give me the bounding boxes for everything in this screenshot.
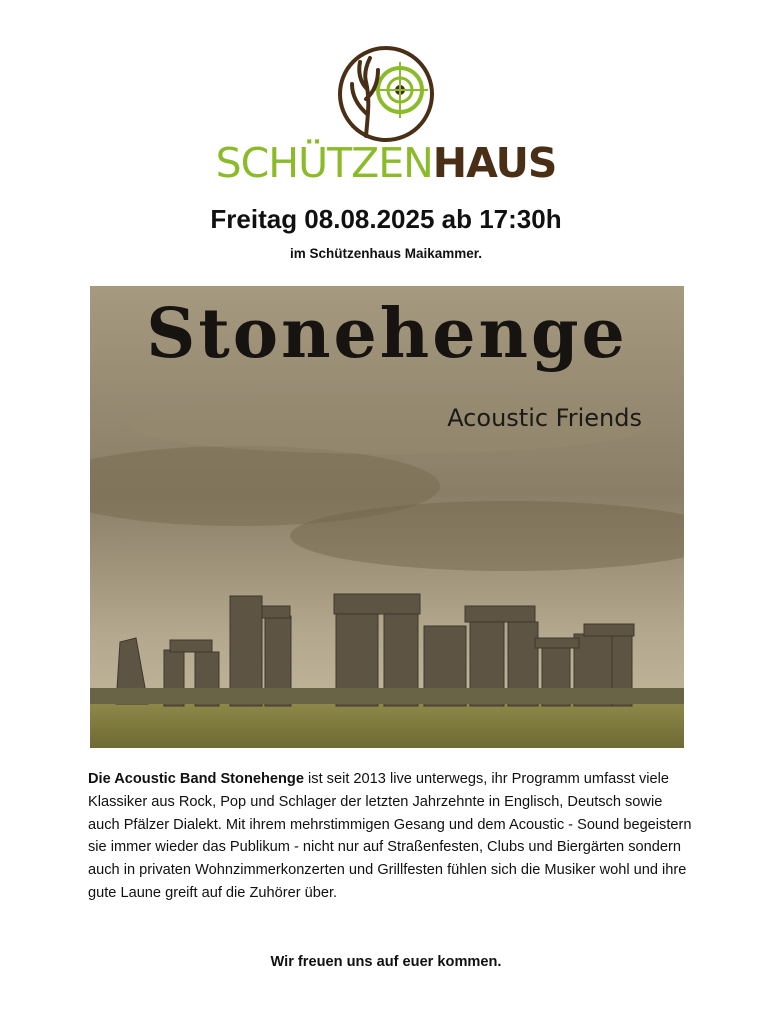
band-subtitle: Acoustic Friends — [447, 404, 642, 432]
description-lead: Die Acoustic Band Stonehenge — [88, 771, 304, 787]
band-name: Stonehenge — [146, 294, 628, 374]
event-headline: Freitag 08.08.2025 ab 17:30h — [210, 204, 562, 234]
closing-line: Wir freuen uns auf euer kommen. — [270, 954, 502, 970]
logo-word-bold: HAUS — [432, 139, 557, 187]
logo-word-light: SCHÜTZEN — [215, 139, 433, 187]
band-poster-image — [90, 286, 684, 748]
description-text: ist seit 2013 live unterwegs, ihr Programm umfasst viele Klassiker aus Rock, Pop und Schlager der letzten Jahrzehnte in Englisch, Deutsch sowie auch Pfälzer Dialekt. Mit ihrem mehrstimmigen Gesang und dem Acoustic - Sound begeistern sie immer wieder das Publikum - nicht nur auf Straßenfesten, Clubs und Biergärten sondern auch in privaten Wohnzimmerkonzerten und Grillfesten fühlen sich die Musiker wohl und ihre gute Laune greift auf die Zuhörer über. — [88, 771, 692, 901]
band-description — [88, 768, 698, 905]
logo-wordmark — [0, 140, 772, 186]
logo — [0, 44, 772, 144]
event-location: im Schützenhaus Maikammer. — [289, 246, 483, 261]
antler-target-icon — [336, 44, 436, 144]
